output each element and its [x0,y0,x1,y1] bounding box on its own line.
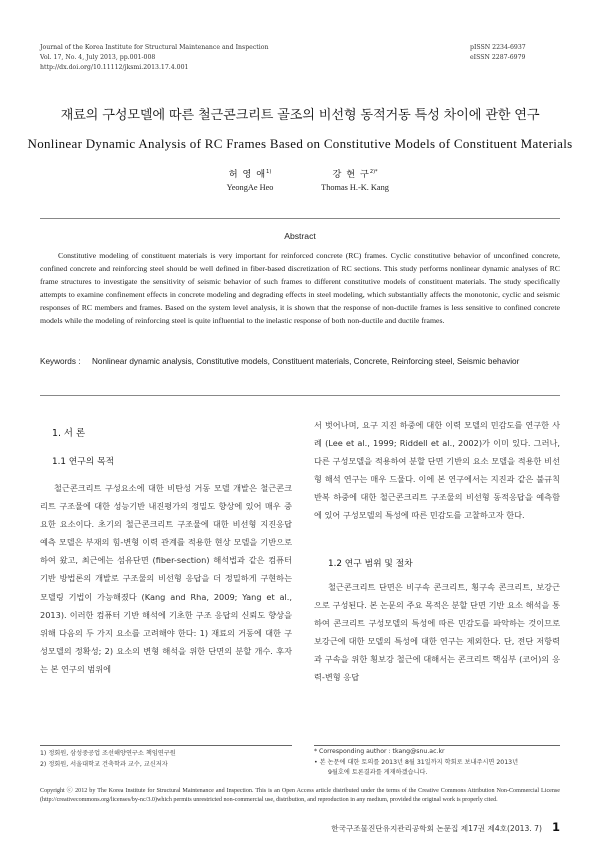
subsection-1-2-heading: 1.2 연구 범위 및 절차 [328,559,413,569]
keywords-text: Nonlinear dynamic analysis, Constitutive models, Constituent materials, Concrete, Reinforcing steel, Seismic behavior [92,357,520,366]
title-english: Nonlinear Dynamic Analysis of RC Frames Based on Constitutive Models of Constituent Materials [27,136,573,151]
keywords [40,356,560,367]
section-1-heading: 1. 서 론 [52,428,86,439]
abstract-heading: Abstract [284,231,316,241]
doi-link[interactable]: http://dx.doi.org/10.11112/jksmi.2013.17.4.001 [40,64,189,71]
page-footer [331,820,560,834]
left-footnotes [40,749,176,770]
left-footnote-rule [40,745,292,746]
right-column-body-2 [314,578,560,687]
footer-journal: 한국구조물진단유지관리공학회 논문집 제17권 제4호(2013. 7) [331,824,542,833]
subsection-1-1-heading: 1.1 연구의 목적 [52,457,115,467]
right-column-body-1 [314,416,560,525]
journal-name: Journal of the Korea Institute for Structural Maintenance and Inspection [40,44,269,51]
journal-header [40,43,268,73]
footnote-1: 1) 정회원, 삼성중공업 조선해양연구소 책임연구원 [40,750,176,757]
discussion-note-2: 9월호에 토론결과를 게재하겠습니다. [328,769,428,776]
abstract-top-rule [40,218,560,219]
author-2-affil: 2)* [369,168,378,175]
right-footnote-rule [314,745,560,746]
keywords-bottom-rule [40,395,560,396]
discussion-note-1: • 본 논문에 대한 토의를 2013년 8월 31일까지 학회로 보내주시면 2013년 [314,758,519,766]
page-number: 1 [551,820,560,834]
author-2-ko: 강 현 구 [332,169,370,180]
pissn: pISSN 2234-6937 [470,44,526,51]
corresponding-author: * Corresponding author : tkang@snu.ac.kr [314,748,445,755]
author-1-en: YeongAe Heo [226,183,274,192]
title-korean: 재료의 구성모델에 따른 철근콘크리트 골조의 비선형 동적거동 특성 차이에 관한 연구 [60,108,540,123]
footnote-2: 2) 정회원, 서울대학교 건축학과 교수, 교신저자 [40,760,168,768]
author-2-en: Thomas H.-K. Kang [321,183,389,192]
journal-volume: Vol. 17, No. 4, July 2013, pp.001-008 [40,54,156,61]
right-paragraph-2: 철근콘크리트 단면은 비구속 콘크리트, 횡구속 콘크리트, 보강근으로 구성된다. 본 논문의 주요 목적은 분할 단면 기반 요소 해석을 통하여 콘크리트 구성모델의 특성에 따른 민감도를 파악하는 것이므로 보강근에 대한 모델의 특성에 대한 연구는 제외한다. 단, 전단 저항력과 구속을 위한 횡보강 철근에 대해서는 콘크리트 핵심부 (코어)의 응력-변형 응답 [314,582,560,683]
right-paragraph-1: 서 벗어나며, 요구 지진 하중에 대한 이력 모델의 민감도를 연구한 사례 (Lee et al., 1999; Riddell et al., 2002)가 이미 있다. 그러나, 다른 구성모델을 적용하여 분할 단면 기반의 요소 모델을 적용한 비선형 해석 연구는 매우 드물다. 이에 본 연구에서는 지진과 같은 불규칙 반복 하중에 대한 철근콘크리트 구조물의 비선형 동적응답을 예측함에 있어 구성모델의 특성에 따른 민감도를 고찰하고자 한다. [314,420,560,521]
author-2 [300,166,410,192]
abstract-text: Constitutive modeling of constituent materials is very important for reinforced concrete (RC) frames. Cyclic constitutive behavior of unconfined concrete, confined concrete and reinforcing steel should be well defined in fiber-based discretization of RC sections. This study performs nonlinear dynamic analyses of RC frame structures to investigate the sensitivity of seismic behavior of such frames to different constitutive models of constituent materials. The study specifically attempts to examine confinement effects in concrete modeling and degrading effects in steel modeling, which substantially affects the monotonic, cyclic and seismic responses of RC members and frames. Based on the system level analysis, it is shown that the response of non-ductile frames is less sensitive to confined concrete models while the modeling of reinforcing steel is quite influential to the inelastic response of both non-ductile and ductile frames. [40,251,560,325]
eissn: eISSN 2287-6979 [470,54,526,61]
right-footnotes [314,747,518,779]
author-1 [200,166,300,192]
keywords-label: Keywords : [40,357,81,366]
issn-block [470,43,560,63]
author-1-ko: 허 영 애 [228,169,267,180]
left-column-body [40,479,292,678]
copyright-notice: Copyright ⓒ 2012 by The Korea Institute for Structural Maintenance and Inspection. This is an Open Access article distributed under the terms of the Creative Commons Attribution Non-Commercial License (http://creativecommons.org/licenses/by-nc/3.0)which permits unrestricted non-commercial use, distribution, and reproduction in any medium, provided the original work is properly cited. [40,788,560,804]
left-paragraph: 철근콘크리트 구성요소에 대한 비탄성 거동 모델 개발은 철근콘크리트 구조물에 대한 성능기반 내진평가의 정밀도 향상에 있어 매우 중요한 요소이다. 초기의 철근콘크리트 구조물에 대한 비선형 지진응답 예측 모델은 부재의 힘-변형 이력 관계를 적용한 현상 모델을 기반으로 하여 왔고, 최근에는 섬유단면 (fiber-section) 해석법과 같은 컴퓨터 기반 방법론의 개발로 구조물의 비선형 응답을 더 정밀하게 구현하는 모델링 기법이 가능해졌다 (Kang and Rha, 2009; Yang et al., 2013). 이러한 컴퓨터 기반 해석에 기초한 구조 응답의 신뢰도 향상을 위해 다음의 두 가지 요소를 고려해야 한다: 1) 재료의 거동에 대한 구성모델의 정확성; 2) 요소의 변형 해석을 위한 단면의 분할 개수. 후자는 본 연구의 범위에 [40,483,292,674]
author-1-affil: 1) [266,168,272,175]
